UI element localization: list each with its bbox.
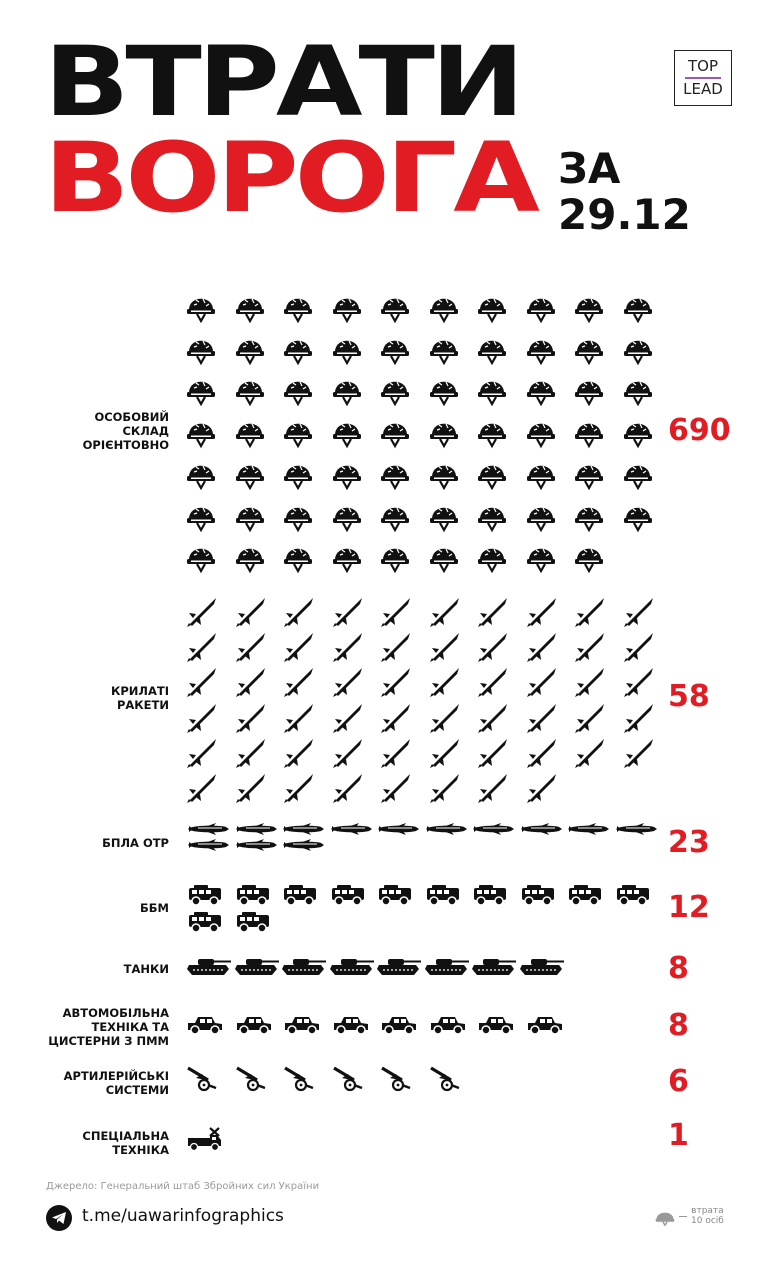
helmet-icon [380,332,410,366]
missile-icon [477,702,509,734]
helmet-icon [332,540,362,574]
label-line: СПЕЦІАЛЬНА [82,1129,169,1143]
artillery-icon [332,1064,364,1092]
helmet-icon [477,540,507,574]
missile-icon [380,631,412,663]
armored-vehicle-icon [614,884,652,906]
helmet-icon [526,540,556,574]
missile-icon [380,596,412,628]
helmet-icon [623,457,653,491]
helmet-icon [235,415,265,449]
armored-vehicle-icon [281,884,319,906]
helmet-icon [283,499,313,533]
helmet-icon [332,457,362,491]
helmet-icon [186,457,216,491]
helmet-icon [574,499,604,533]
missile-icon [429,596,461,628]
helmet-icon [623,290,653,324]
telegram-icon[interactable] [46,1205,72,1231]
helmet-icon [477,457,507,491]
armored-vehicle-icon [186,884,224,906]
label-line: СИСТЕМИ [105,1083,169,1097]
drone-icon [376,822,420,836]
missile-icon [235,666,267,698]
date-prefix: ЗА [558,144,621,193]
special-vehicle-icon [186,1126,226,1152]
drone-icon [424,822,468,836]
missile-icon [283,596,315,628]
helmet-icon [574,290,604,324]
missile-icon [283,631,315,663]
helmet-icon [477,499,507,533]
tank-icon [186,955,232,977]
logo-divider [685,77,721,79]
helmet-icon [477,373,507,407]
helmet-icon [526,290,556,324]
missile-icon [380,702,412,734]
source-note: Джерело: Генеральний штаб Збройних сил України [46,1181,320,1192]
helmet-icon [332,290,362,324]
helmet-icon [654,1206,676,1226]
helmet-icon [574,332,604,366]
missile-icon [283,702,315,734]
label-line: БПЛА ОТР [102,836,169,850]
helmet-icon [429,457,459,491]
missile-icon [429,702,461,734]
label-line: КРИЛАТІ [110,684,169,698]
helmet-icon [380,415,410,449]
missile-icon [574,702,606,734]
drone-icon [566,822,610,836]
jeep-icon [380,1014,418,1036]
legend-line: 10 осіб [691,1216,724,1226]
missile-icon [526,702,558,734]
helmet-icon [380,373,410,407]
artillery-icon [186,1064,218,1092]
legend-line: втрата [691,1206,724,1216]
label-line: ЦИСТЕРНИ З ПММ [48,1034,169,1048]
category-value-automotive: 8 [668,1008,689,1043]
helmet-icon [235,457,265,491]
missile-icon [526,772,558,804]
label-line: АРТИЛЕРІЙСЬКІ [63,1069,169,1083]
helmet-icon [235,540,265,574]
missile-icon [477,772,509,804]
helmet-icon [526,373,556,407]
category-value-armored-vehicles: 12 [668,890,710,925]
helmet-icon [186,540,216,574]
missile-icon [380,666,412,698]
jeep-icon [526,1014,564,1036]
missile-icon [283,772,315,804]
helmet-icon [283,540,313,574]
label-line: ТАНКИ [123,962,169,976]
helmet-icon [526,457,556,491]
category-value-artillery: 6 [668,1064,689,1099]
helmet-icon [526,332,556,366]
drone-icon [281,822,325,836]
helmet-icon [477,332,507,366]
armored-vehicle-icon [424,884,462,906]
helmet-icon [186,290,216,324]
title-line-1: ВТРАТИ [44,26,521,139]
category-label-automotive [0,1006,169,1048]
drone-icon [234,838,278,852]
missile-icon [332,702,364,734]
tank-icon [519,955,565,977]
missile-icon [332,772,364,804]
drone-icon [614,822,658,836]
drone-icon [519,822,563,836]
jeep-icon [283,1014,321,1036]
missile-icon [477,631,509,663]
missile-icon [429,631,461,663]
armored-vehicle-icon [471,884,509,906]
helmet-icon [283,332,313,366]
date-value: 29.12 [558,190,691,239]
category-value-personnel: 690 [668,413,731,448]
missile-icon [429,772,461,804]
helmet-icon [235,332,265,366]
category-value-cruise-missiles: 58 [668,679,710,714]
missile-icon [186,666,218,698]
helmet-icon [380,540,410,574]
helmet-icon [235,290,265,324]
label-line: ТЕХНІКА [112,1143,169,1157]
category-value-uav: 23 [668,825,710,860]
helmet-icon [380,457,410,491]
missile-icon [186,596,218,628]
helmet-icon [574,373,604,407]
missile-icon [623,702,655,734]
helmet-icon [429,290,459,324]
missile-icon [623,666,655,698]
category-label-tanks [0,962,169,976]
helmet-icon [429,540,459,574]
missile-icon [186,737,218,769]
jeep-icon [429,1014,467,1036]
tank-icon [471,955,517,977]
artillery-icon [283,1064,315,1092]
drone-icon [186,838,230,852]
helmet-icon [186,373,216,407]
missile-icon [235,772,267,804]
helmet-icon [429,499,459,533]
missile-icon [477,666,509,698]
label-line: ББМ [140,901,169,915]
category-label-armored-vehicles [0,901,169,915]
armored-vehicle-icon [234,884,272,906]
jeep-icon [235,1014,273,1036]
top-lead-logo [674,50,732,106]
helmet-icon [235,373,265,407]
helmet-icon [283,290,313,324]
category-label-artillery [0,1069,169,1097]
helmet-icon [526,415,556,449]
missile-icon [380,737,412,769]
label-line: ТЕХНІКА ТА [91,1020,169,1034]
armored-vehicle-icon [376,884,414,906]
helmet-icon [332,373,362,407]
armored-vehicle-icon [519,884,557,906]
missile-icon [186,772,218,804]
helmet-icon [283,373,313,407]
helmet-icon [429,332,459,366]
missile-icon [332,666,364,698]
helmet-icon [477,415,507,449]
missile-icon [526,737,558,769]
missile-icon [235,702,267,734]
tank-icon [424,955,470,977]
missile-icon [332,737,364,769]
helmet-icon [623,499,653,533]
missile-icon [526,596,558,628]
category-label-personnel [0,410,169,452]
missile-icon [477,737,509,769]
logo-bottom-text: LEAD [683,80,723,98]
missile-icon [623,737,655,769]
missile-icon [623,631,655,663]
missile-icon [574,737,606,769]
tank-icon [329,955,375,977]
missile-icon [574,631,606,663]
tank-icon [281,955,327,977]
helmet-icon [235,499,265,533]
drone-icon [281,838,325,852]
missile-icon [186,631,218,663]
artillery-icon [429,1064,461,1092]
logo-top-text: TOP [687,57,718,75]
artillery-icon [380,1064,412,1092]
drone-icon [186,822,230,836]
legend-dash [679,1216,687,1217]
label-line: ОСОБОВИЙ [94,410,169,424]
missile-icon [283,666,315,698]
armored-vehicle-icon [186,911,224,933]
missile-icon [623,596,655,628]
missile-icon [526,631,558,663]
telegram-link[interactable]: t.me/uawarinfographics [82,1206,284,1226]
missile-icon [574,666,606,698]
missile-icon [429,666,461,698]
jeep-icon [186,1014,224,1036]
helmet-icon [574,415,604,449]
helmet-icon [186,499,216,533]
missile-icon [283,737,315,769]
missile-icon [235,631,267,663]
jeep-icon [477,1014,515,1036]
tank-icon [376,955,422,977]
missile-icon [526,666,558,698]
armored-vehicle-icon [566,884,604,906]
helmet-icon [283,457,313,491]
helmet-icon [526,499,556,533]
category-label-uav [0,836,169,850]
legend-text [691,1206,724,1226]
category-value-special-equipment: 1 [668,1118,689,1153]
helmet-icon [380,290,410,324]
armored-vehicle-icon [329,884,367,906]
armored-vehicle-icon [234,911,272,933]
missile-icon [186,702,218,734]
drone-icon [471,822,515,836]
artillery-icon [235,1064,267,1092]
category-label-special-equipment [0,1129,169,1157]
helmet-icon [380,499,410,533]
helmet-icon [574,457,604,491]
helmet-icon [429,373,459,407]
label-line: ОРІЄНТОВНО [82,438,169,452]
helmet-icon [574,540,604,574]
helmet-icon [623,332,653,366]
missile-icon [429,737,461,769]
label-line: РАКЕТИ [116,698,169,712]
legend [654,1206,724,1226]
helmet-icon [332,499,362,533]
label-line: АВТОМОБІЛЬНА [62,1006,169,1020]
helmet-icon [332,415,362,449]
label-line: СКЛАД [122,424,169,438]
drone-icon [329,822,373,836]
helmet-icon [186,415,216,449]
title-line-2: ВОРОГА [44,122,536,235]
missile-icon [477,596,509,628]
missile-icon [574,596,606,628]
category-value-tanks: 8 [668,951,689,986]
drone-icon [234,822,278,836]
missile-icon [332,596,364,628]
helmet-icon [332,332,362,366]
missile-icon [235,737,267,769]
tank-icon [234,955,280,977]
category-label-cruise-missiles [0,684,169,712]
helmet-icon [623,415,653,449]
missile-icon [380,772,412,804]
jeep-icon [332,1014,370,1036]
helmet-icon [283,415,313,449]
date-block [558,146,691,238]
helmet-icon [477,290,507,324]
missile-icon [235,596,267,628]
helmet-icon [623,373,653,407]
missile-icon [332,631,364,663]
helmet-icon [186,332,216,366]
helmet-icon [429,415,459,449]
